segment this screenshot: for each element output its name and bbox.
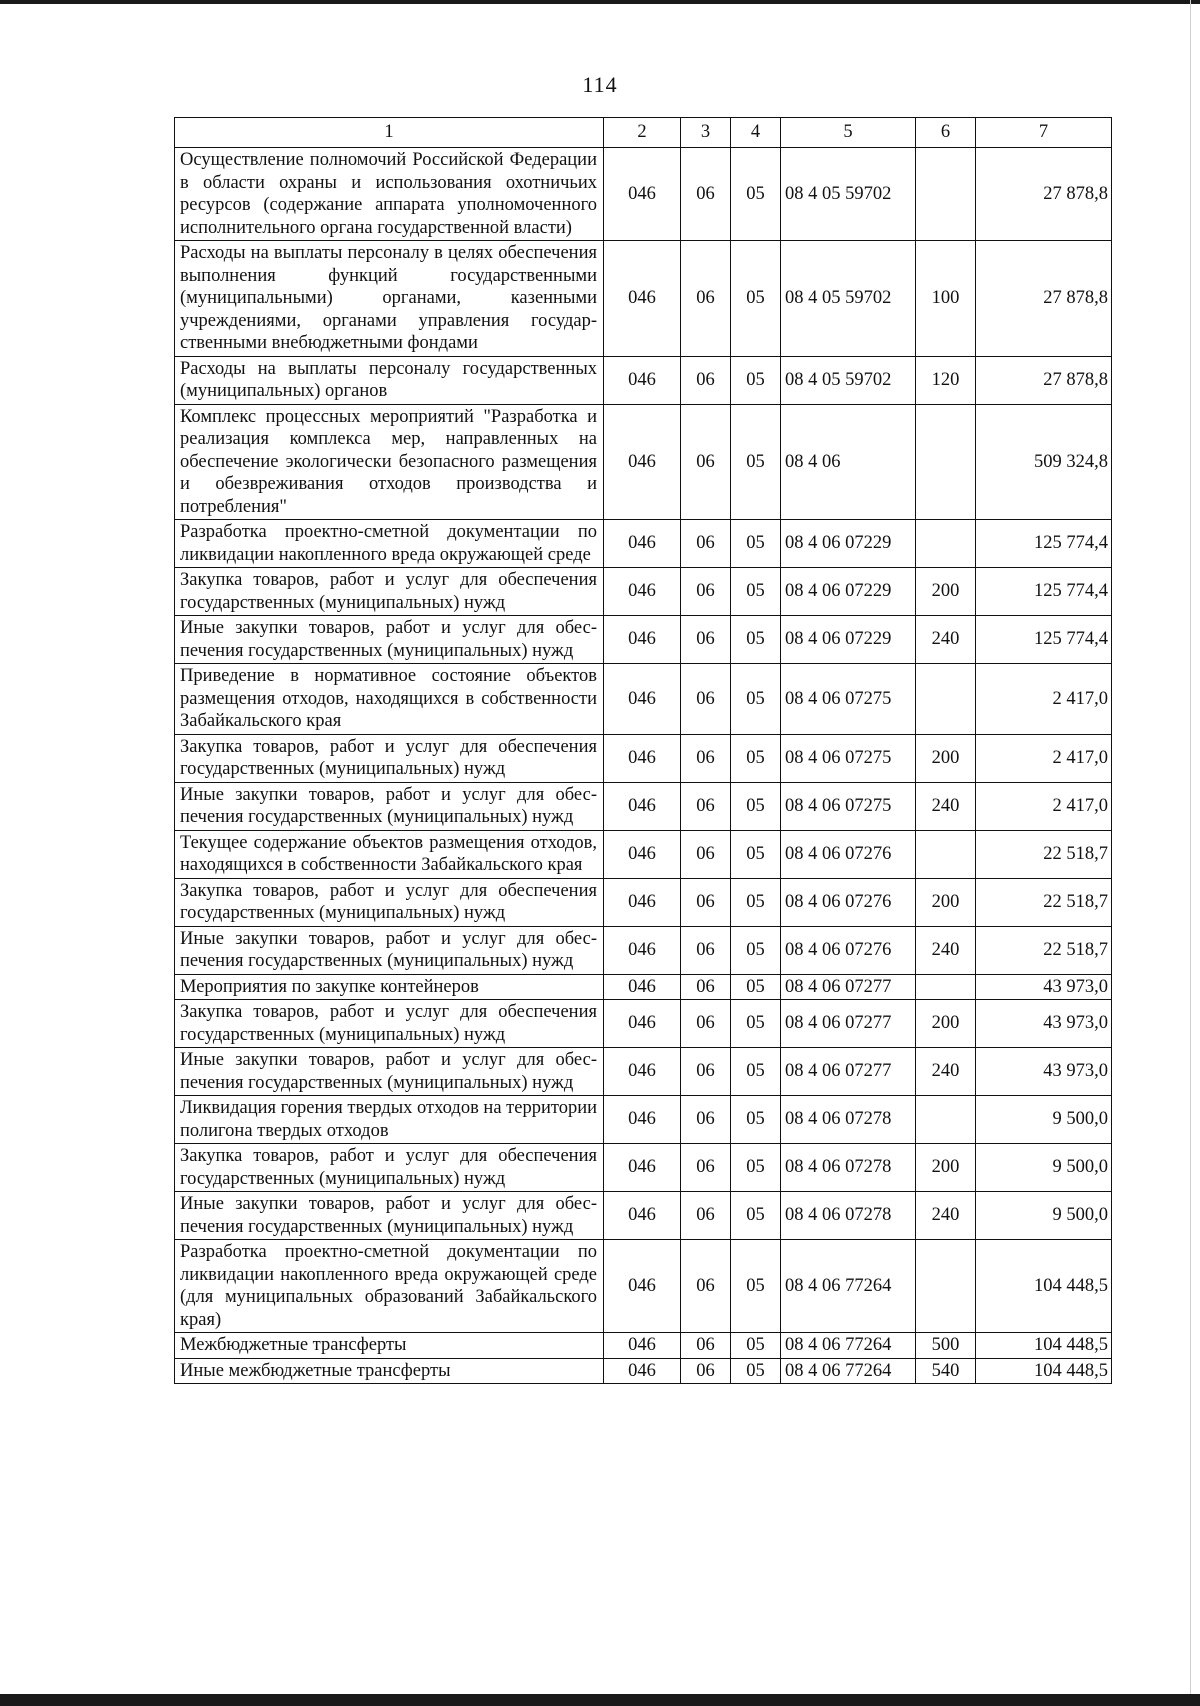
row-description: Текущее содержание объектов размещения отходов, находящихся в собственности Забайкальского края	[175, 830, 604, 878]
row-amount: 22 518,7	[976, 926, 1112, 974]
row-code-subsection: 05	[731, 1048, 781, 1096]
row-amount: 104 448,5	[976, 1358, 1112, 1384]
table-row	[175, 568, 1112, 616]
row-code-section: 06	[681, 1333, 731, 1359]
row-description: Осуществление полномочий Российской Федерации в области охраны и использования охотничьих ресурсов (содержание аппарата уполномоченного исполнительного органа государственной власти)	[175, 148, 604, 241]
table-row	[175, 520, 1112, 568]
row-amount: 104 448,5	[976, 1333, 1112, 1359]
row-code-section: 06	[681, 1240, 731, 1333]
row-code-section: 06	[681, 734, 731, 782]
row-amount: 43 973,0	[976, 974, 1112, 1000]
row-code-ministry: 046	[604, 1000, 681, 1048]
row-code-section: 06	[681, 664, 731, 735]
row-code-expense-type: 240	[916, 1192, 976, 1240]
row-code-target: 08 4 05 59702	[781, 356, 916, 404]
row-code-section: 06	[681, 782, 731, 830]
row-code-section: 06	[681, 974, 731, 1000]
table-row	[175, 616, 1112, 664]
row-code-target: 08 4 06 07277	[781, 1000, 916, 1048]
row-code-ministry: 046	[604, 1240, 681, 1333]
row-code-subsection: 05	[731, 974, 781, 1000]
row-code-subsection: 05	[731, 148, 781, 241]
row-description: Иные межбюджетные трансферты	[175, 1358, 604, 1384]
row-code-expense-type	[916, 1240, 976, 1333]
budget-table	[174, 117, 1112, 1384]
table-row	[175, 926, 1112, 974]
row-code-expense-type	[916, 520, 976, 568]
row-amount: 27 878,8	[976, 356, 1112, 404]
row-code-target: 08 4 06	[781, 404, 916, 520]
row-description: Комплекс процессных мероприятий "Разработка и реализация комплекса мер, направленных на обеспечение экологически безопасного размещения и обезвреживания отходов производства и потребления"	[175, 404, 604, 520]
header-col-7: 7	[976, 118, 1112, 148]
row-code-target: 08 4 06 07276	[781, 830, 916, 878]
row-code-section: 06	[681, 1000, 731, 1048]
row-code-ministry: 046	[604, 148, 681, 241]
table-row	[175, 1358, 1112, 1384]
row-code-subsection: 05	[731, 404, 781, 520]
row-amount: 125 774,4	[976, 568, 1112, 616]
table-row	[175, 1144, 1112, 1192]
row-code-expense-type	[916, 148, 976, 241]
row-code-expense-type: 200	[916, 1000, 976, 1048]
header-col-5: 5	[781, 118, 916, 148]
row-code-target: 08 4 06 07278	[781, 1192, 916, 1240]
row-code-section: 06	[681, 568, 731, 616]
row-code-expense-type: 200	[916, 568, 976, 616]
row-code-subsection: 05	[731, 568, 781, 616]
row-code-section: 06	[681, 1358, 731, 1384]
row-description: Закупка товаров, работ и услуг для обеспечения государственных (муниципальных) нужд	[175, 1144, 604, 1192]
page-number-text: 114	[582, 72, 618, 97]
row-code-expense-type	[916, 974, 976, 1000]
row-amount: 104 448,5	[976, 1240, 1112, 1333]
row-code-subsection: 05	[731, 1192, 781, 1240]
row-code-subsection: 05	[731, 1240, 781, 1333]
row-code-target: 08 4 06 07229	[781, 616, 916, 664]
row-description: Разработка проектно-сметной документации по ликвидации накопленного вреда окружающей среде	[175, 520, 604, 568]
table-header	[175, 118, 1112, 148]
row-code-section: 06	[681, 356, 731, 404]
table-row	[175, 974, 1112, 1000]
row-amount: 2 417,0	[976, 782, 1112, 830]
header-col-2: 2	[604, 118, 681, 148]
row-code-ministry: 046	[604, 664, 681, 735]
row-code-target: 08 4 06 07276	[781, 926, 916, 974]
header-col-1: 1	[175, 118, 604, 148]
row-description: Иные закупки товаров, работ и услуг для обеспечения государственных (муниципальных) нужд	[175, 926, 604, 974]
row-code-ministry: 046	[604, 241, 681, 357]
table-row	[175, 1333, 1112, 1359]
row-code-target: 08 4 06 07276	[781, 878, 916, 926]
row-code-section: 06	[681, 830, 731, 878]
row-description: Закупка товаров, работ и услуг для обеспечения государственных (муниципальных) нужд	[175, 568, 604, 616]
row-code-target: 08 4 06 77264	[781, 1333, 916, 1359]
header-row	[175, 118, 1112, 148]
table-row	[175, 1240, 1112, 1333]
row-code-section: 06	[681, 148, 731, 241]
row-code-expense-type: 120	[916, 356, 976, 404]
scan-edge-bottom	[0, 1694, 1200, 1706]
row-code-target: 08 4 05 59702	[781, 241, 916, 357]
table-row	[175, 404, 1112, 520]
row-code-section: 06	[681, 1192, 731, 1240]
row-code-target: 08 4 06 07278	[781, 1144, 916, 1192]
row-code-ministry: 046	[604, 616, 681, 664]
row-amount: 27 878,8	[976, 148, 1112, 241]
row-code-target: 08 4 06 77264	[781, 1358, 916, 1384]
row-code-section: 06	[681, 616, 731, 664]
row-code-section: 06	[681, 878, 731, 926]
row-code-section: 06	[681, 241, 731, 357]
row-code-ministry: 046	[604, 356, 681, 404]
row-description: Межбюджетные трансферты	[175, 1333, 604, 1359]
row-code-subsection: 05	[731, 1358, 781, 1384]
row-code-ministry: 046	[604, 1144, 681, 1192]
table-row	[175, 1192, 1112, 1240]
row-code-subsection: 05	[731, 356, 781, 404]
table-row	[175, 830, 1112, 878]
table-row	[175, 148, 1112, 241]
row-code-target: 08 4 05 59702	[781, 148, 916, 241]
row-code-expense-type	[916, 404, 976, 520]
row-description: Ликвидация горения твердых отходов на территории полигона твердых отходов	[175, 1096, 604, 1144]
row-code-ministry: 046	[604, 782, 681, 830]
row-code-subsection: 05	[731, 1144, 781, 1192]
table-body	[175, 148, 1112, 1384]
row-code-expense-type: 240	[916, 1048, 976, 1096]
row-code-section: 06	[681, 520, 731, 568]
row-description: Закупка товаров, работ и услуг для обеспечения государственных (муниципальных) нужд	[175, 734, 604, 782]
row-amount: 9 500,0	[976, 1192, 1112, 1240]
row-code-expense-type: 240	[916, 616, 976, 664]
table-row	[175, 664, 1112, 735]
row-amount: 2 417,0	[976, 734, 1112, 782]
row-code-ministry: 046	[604, 926, 681, 974]
row-description: Приведение в нормативное состояние объектов размещения отходов, находящихся в собственности Забайкальского края	[175, 664, 604, 735]
row-code-ministry: 046	[604, 520, 681, 568]
row-code-ministry: 046	[604, 404, 681, 520]
row-code-section: 06	[681, 1096, 731, 1144]
row-code-expense-type	[916, 1096, 976, 1144]
row-amount: 509 324,8	[976, 404, 1112, 520]
row-code-expense-type: 100	[916, 241, 976, 357]
row-code-expense-type	[916, 664, 976, 735]
row-code-target: 08 4 06 07275	[781, 734, 916, 782]
row-code-ministry: 046	[604, 830, 681, 878]
row-amount: 22 518,7	[976, 830, 1112, 878]
header-col-3: 3	[681, 118, 731, 148]
row-code-subsection: 05	[731, 782, 781, 830]
row-code-expense-type: 200	[916, 1144, 976, 1192]
row-code-section: 06	[681, 926, 731, 974]
row-description: Закупка товаров, работ и услуг для обеспечения государственных (муниципальных) нужд	[175, 878, 604, 926]
row-code-expense-type: 500	[916, 1333, 976, 1359]
row-amount: 125 774,4	[976, 616, 1112, 664]
row-code-subsection: 05	[731, 520, 781, 568]
row-code-ministry: 046	[604, 568, 681, 616]
row-code-expense-type: 540	[916, 1358, 976, 1384]
header-col-6: 6	[916, 118, 976, 148]
row-code-ministry: 046	[604, 878, 681, 926]
row-description: Иные закупки товаров, работ и услуг для обеспечения государственных (муниципальных) нужд	[175, 1192, 604, 1240]
row-amount: 2 417,0	[976, 664, 1112, 735]
row-description: Расходы на выплаты персоналу в целях обеспечения выполнения функций государственными (муниципальными) органами, казенными учреждениями, органами управления государственными внебюджетными фондами	[175, 241, 604, 357]
row-amount: 9 500,0	[976, 1144, 1112, 1192]
row-description: Расходы на выплаты персоналу государственных (муниципальных) органов	[175, 356, 604, 404]
scan-edge-right	[1190, 0, 1191, 1706]
table-row	[175, 1048, 1112, 1096]
row-amount: 27 878,8	[976, 241, 1112, 357]
row-code-section: 06	[681, 404, 731, 520]
row-code-ministry: 046	[604, 1358, 681, 1384]
row-code-subsection: 05	[731, 616, 781, 664]
row-code-target: 08 4 06 07275	[781, 664, 916, 735]
row-amount: 43 973,0	[976, 1000, 1112, 1048]
table-row	[175, 1096, 1112, 1144]
row-code-subsection: 05	[731, 830, 781, 878]
header-col-4: 4	[731, 118, 781, 148]
row-code-ministry: 046	[604, 1333, 681, 1359]
row-code-section: 06	[681, 1144, 731, 1192]
row-code-target: 08 4 06 07278	[781, 1096, 916, 1144]
row-code-ministry: 046	[604, 1192, 681, 1240]
row-code-subsection: 05	[731, 1000, 781, 1048]
row-code-target: 08 4 06 07277	[781, 974, 916, 1000]
row-code-expense-type: 200	[916, 734, 976, 782]
page-number	[0, 72, 1200, 98]
row-description: Закупка товаров, работ и услуг для обеспечения государственных (муниципальных) нужд	[175, 1000, 604, 1048]
row-code-expense-type: 200	[916, 878, 976, 926]
row-code-ministry: 046	[604, 974, 681, 1000]
table-row	[175, 878, 1112, 926]
row-code-target: 08 4 06 07277	[781, 1048, 916, 1096]
row-code-subsection: 05	[731, 878, 781, 926]
table-row	[175, 782, 1112, 830]
row-amount: 125 774,4	[976, 520, 1112, 568]
table-row	[175, 734, 1112, 782]
table-row	[175, 241, 1112, 357]
row-amount: 43 973,0	[976, 1048, 1112, 1096]
scan-edge-top	[0, 0, 1200, 4]
row-code-expense-type: 240	[916, 782, 976, 830]
row-description: Иные закупки товаров, работ и услуг для обеспечения государственных (муниципальных) нужд	[175, 616, 604, 664]
row-description: Иные закупки товаров, работ и услуг для обеспечения государственных (муниципальных) нужд	[175, 1048, 604, 1096]
row-code-section: 06	[681, 1048, 731, 1096]
row-code-target: 08 4 06 77264	[781, 1240, 916, 1333]
row-code-ministry: 046	[604, 1096, 681, 1144]
row-amount: 9 500,0	[976, 1096, 1112, 1144]
row-description: Разработка проектно-сметной документации по ликвидации накопленного вреда окружающей среде (для муниципальных образований Забайкальского края)	[175, 1240, 604, 1333]
row-code-target: 08 4 06 07275	[781, 782, 916, 830]
row-code-ministry: 046	[604, 734, 681, 782]
row-code-subsection: 05	[731, 1096, 781, 1144]
row-description: Иные закупки товаров, работ и услуг для обеспечения государственных (муниципальных) нужд	[175, 782, 604, 830]
row-code-target: 08 4 06 07229	[781, 568, 916, 616]
row-code-subsection: 05	[731, 734, 781, 782]
table-row	[175, 356, 1112, 404]
row-code-subsection: 05	[731, 926, 781, 974]
row-amount: 22 518,7	[976, 878, 1112, 926]
table-row	[175, 1000, 1112, 1048]
row-code-target: 08 4 06 07229	[781, 520, 916, 568]
row-code-subsection: 05	[731, 664, 781, 735]
row-code-ministry: 046	[604, 1048, 681, 1096]
row-description: Мероприятия по закупке контейнеров	[175, 974, 604, 1000]
row-code-expense-type	[916, 830, 976, 878]
row-code-subsection: 05	[731, 241, 781, 357]
row-code-expense-type: 240	[916, 926, 976, 974]
row-code-subsection: 05	[731, 1333, 781, 1359]
